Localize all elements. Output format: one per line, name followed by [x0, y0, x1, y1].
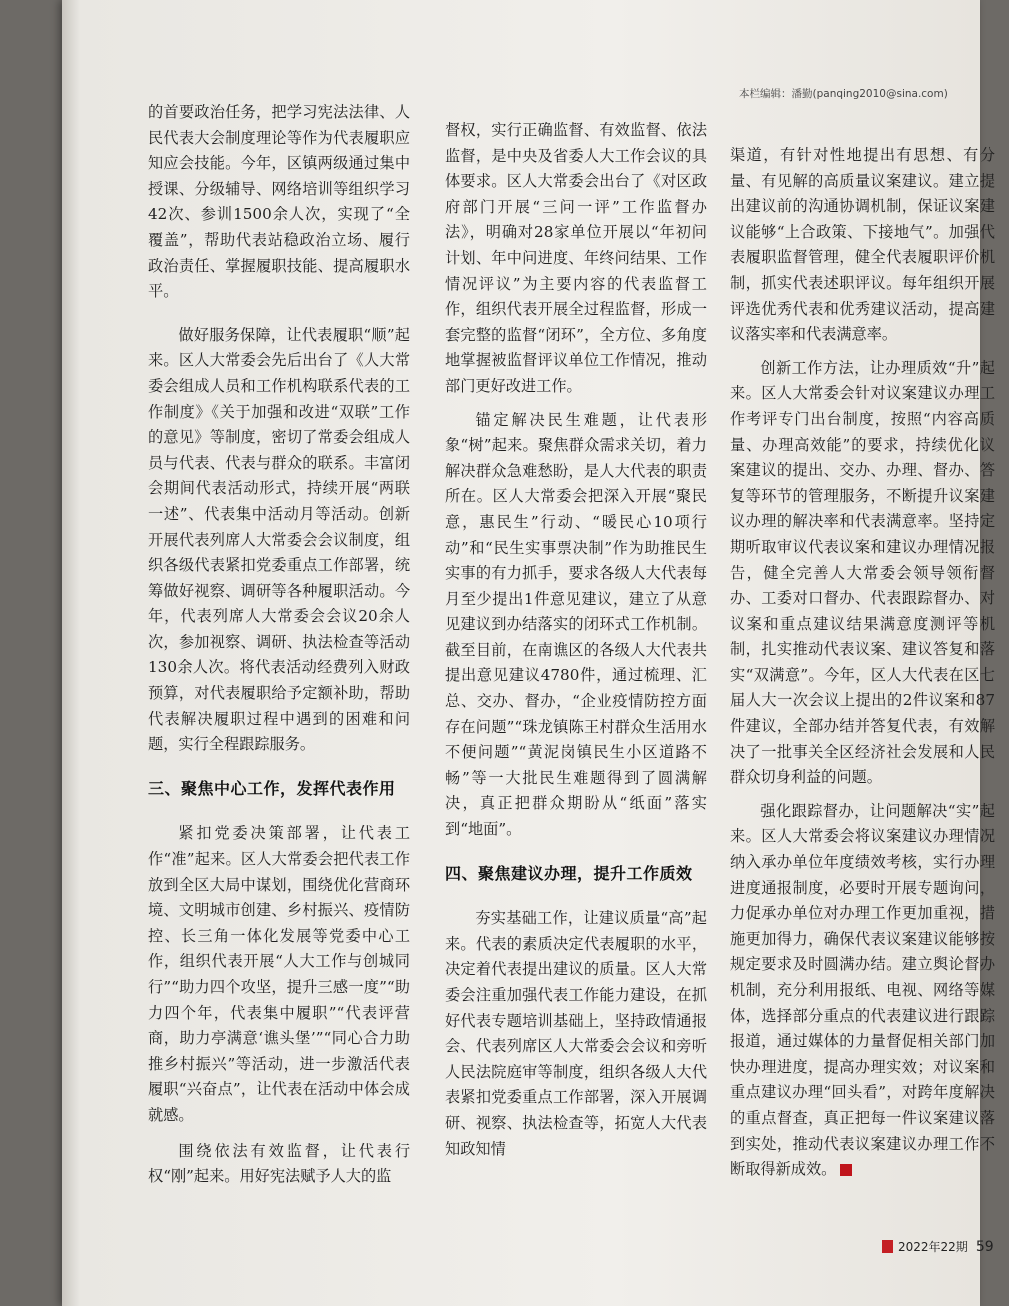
page-footer [882, 1236, 994, 1255]
section-heading-3: 三、聚焦中心工作，发挥代表作用 [148, 778, 396, 798]
column-2 [445, 118, 707, 1268]
page-number: 59 [975, 1238, 994, 1255]
section-heading-4: 四、聚焦建议办理，提升工作质效 [445, 863, 693, 883]
issue-label: 2022年22期 [898, 1240, 968, 1254]
paragraph: 围绕依法有效监督，让代表行权“刚”起来。用好宪法赋予人大的监 [148, 1141, 410, 1186]
paragraph: 夯实基础工作，让建议质量“高”起来。代表的素质决定代表履职的水平，决定着代表提出建议的质量。区人大常委会注重加强代表工作能力建设，在抓好代表专题培训基础上，坚持政情通报会、代表列席区人大常委会会议和旁听人民法院庭审等制度，组织各级人大代表紧扣党委重点工作部署，深入开展调研、视察、执法检查等，拓宽人大代表知政知情 [445, 909, 707, 1158]
paragraph: 督权，实行正确监督、有效监督、依法监督，是中央及省委人大工作会议的具体要求。区人大常委会出台了《对区政府部门开展“三问一评”工作监督办法》，明确对28家单位开展以“年初问计划、年中问进度、年终问结果、工作情况评议”为主要内容的代表监督工作，组织代表开展全过程监督，形成一套完整的监督“闭环”，全方位、多角度地掌握被监督评议单位工作情况，推动部门更好改进工作。 [445, 121, 707, 395]
paragraph: 锚定解决民生难题，让代表形象“树”起来。聚焦群众需求关切，着力解决群众急难愁盼，是人大代表的职责所在。区人大常委会把深入开展“聚民意，惠民生”行动、“暖民心10项行动”和“民生实事票决制”作为助推民生实事的有力抓手，要求各级人大代表每月至少提出1件意见建议，建立了从意见建议到办结落实的闭环式工作机制。截至目前，在南谯区的各级人大代表共提出意见建议4780件，通过梳理、汇总、交办、督办，“企业疫情防控方面存在问题”“珠龙镇陈王村群众生活用水不便问题”“黄泥岗镇民生小区道路不畅”等一大批民生难题得到了圆满解决，真正把群众期盼从“纸面”落实到“地面”。 [445, 410, 707, 839]
paragraph: 紧扣党委决策部署，让代表工作“准”起来。区人大常委会把代表工作放到全区大局中谋划，围绕优化营商环境、文明城市创建、乡村振兴、疫情防控、长三角一体化发展等党委中心工作，组织代表开展“人大工作与创城同行”“助力四个攻坚，提升三感一度”“助力四个年，代表集中履职”“代表评营商，助力亭满意‘谯头堡’”“同心合力助推乡村振兴”等活动，进一步激活代表履职“兴奋点”，让代表在活动中体会成就感。 [148, 824, 410, 1124]
column-3 [730, 143, 995, 1293]
paragraph-final [730, 799, 995, 1183]
paragraph-text: 强化跟踪督办，让问题解决“实”起来。区人大常委会将议案建议办理情况纳入承办单位年度绩效考核，实行办理进度通报制度，必要时开展专题询问，力促承办单位对办理工作更加重视，措施更加得力，确保代表议案建议能够按规定要求及时圆满办结。建立舆论督办机制，充分利用报纸、电视、网络等媒体，选择部分重点的代表建议进行跟踪报道，通过媒体的力量督促相关部门加快办理进度，提高办理实效；对议案和重点建议办理“回头看”，对跨年度解决的重点督查，真正把每一件议案建议落到实处，推动代表议案建议办理工作不断取得新成效。 [730, 801, 995, 1179]
editor-credit: 本栏编辑：潘勤(panqing2010@sina.com) [739, 88, 948, 100]
paragraph: 的首要政治任务，把学习宪法法律、人民代表大会制度理论等作为代表履职应知应会技能。今年，区镇两级通过集中授课、分级辅导、网络培训等组织学习42次、参训1500余人次，实现了“全覆盖”，帮助代表站稳政治立场、履行政治责任、掌握履职技能、提高履职水平。 [148, 103, 410, 301]
paragraph: 做好服务保障，让代表履职“顺”起来。区人大常委会先后出台了《人大常委会组成人员和工作机构联系代表的工作制度》《关于加强和改进“双联”工作的意见》等制度，密切了常委会组成人员与代表、代表与群众的联系。丰富闭会期间代表活动形式，持续开展“两联一述”、代表集中活动月等活动。创新开展代表列席人大常委会会议制度，组织各级代表紧扣党委重点工作部署，统筹做好视察、调研等各种履职活动。今年，代表列席人大常委会会议20余人次，参加视察、调研、执法检查等活动130余人次。将代表活动经费列入财政预算，对代表履职给予定额补助，帮助代表解决履职过程中遇到的困难和问题，实行全程跟踪服务。 [148, 325, 410, 754]
magazine-logo-icon [882, 1240, 893, 1253]
paragraph: 渠道，有针对性地提出有思想、有分量、有见解的高质量议案建议。建立提出建议前的沟通协调机制，保证议案建议能够“上合政策、下接地气”。加强代表履职监督管理，健全代表履职评价机制，抓实代表述职评议。每年组织开展评选优秀代表和优秀建议活动，提高建议落实率和代表满意率。 [730, 146, 995, 344]
paragraph: 创新工作方法，让办理质效“升”起来。区人大常委会针对议案建议办理工作考评专门出台制度，按照“内容高质量、办理高效能”的要求，持续优化议案建议的提出、交办、办理、督办、答复等环节的管理服务，不断提升议案建议办理的解决率和代表满意率。坚持定期听取审议代表议案和建议办理情况报告，健全完善人大常委会领导领衔督办、工委对口督办、代表跟踪督办、对议案和重点建议结果满意度测评等机制，扎实推动代表议案、建议答复和落实“双满意”。今年，区人大代表在区七届人大一次会议上提出的2件议案和87件建议，全部办结并答复代表，有效解决了一批事关全区经济社会发展和人民群众切身利益的问题。 [730, 358, 995, 787]
end-mark-icon [840, 1164, 852, 1176]
magazine-page [62, 0, 995, 1306]
column-1 [148, 100, 410, 1250]
